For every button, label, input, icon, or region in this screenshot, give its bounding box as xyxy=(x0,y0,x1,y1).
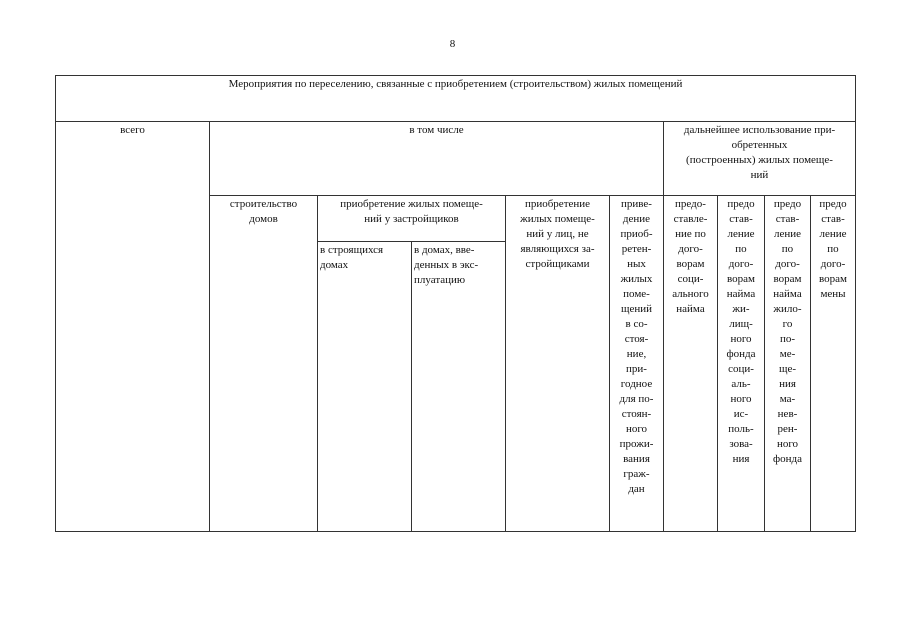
col-including-header: в том числе xyxy=(210,122,664,196)
col-under-construction-header: в строящихся домах xyxy=(318,242,412,532)
title-row xyxy=(56,76,856,122)
col-purchase-non-developers-header: приобретение жилых помеще- ний у лиц, не являющихся за- стройщиками xyxy=(506,196,610,532)
table-title: Мероприятия по переселению, связанные с приобретением (строительством) жилых помещений xyxy=(56,76,856,122)
col-maneuverable-fund-header: предо став- ление по дого- ворам найма жило- го по- ме- ще- ния ма- нев- рен- ного фонда xyxy=(765,196,811,532)
col-exchange-header: предо став- ление по дого- ворам мены xyxy=(811,196,856,532)
col-social-rent-header: предо- ставле- ние по дого- ворам соци- ального найма xyxy=(664,196,718,532)
col-total-header: всего xyxy=(56,122,210,532)
col-purchase-developers-header: приобретение жилых помеще- ний у застройщиков xyxy=(318,196,506,242)
resettlement-table xyxy=(55,75,856,532)
col-further-use-header: дальнейшее использование при- обретенных (построенных) жилых помеще- ний xyxy=(664,122,856,196)
page-number: 8 xyxy=(449,38,456,50)
col-commissioned-header: в домах, вве- денных в экс- плуатацию xyxy=(412,242,506,532)
col-construction-header: строительство домов xyxy=(210,196,318,532)
col-bringing-condition-header: приве- дение приоб- ретен- ных жилых поме- щений в со- стоя- ние, при- годное для по- стоян- ного прожи- вания граж- дан xyxy=(610,196,664,532)
header-row-1 xyxy=(56,122,856,196)
col-social-use-fund-header: предо став- ление по дого- ворам найма жи- лищ- ного фонда соци- аль- ного ис- поль- зова- ния xyxy=(718,196,765,532)
